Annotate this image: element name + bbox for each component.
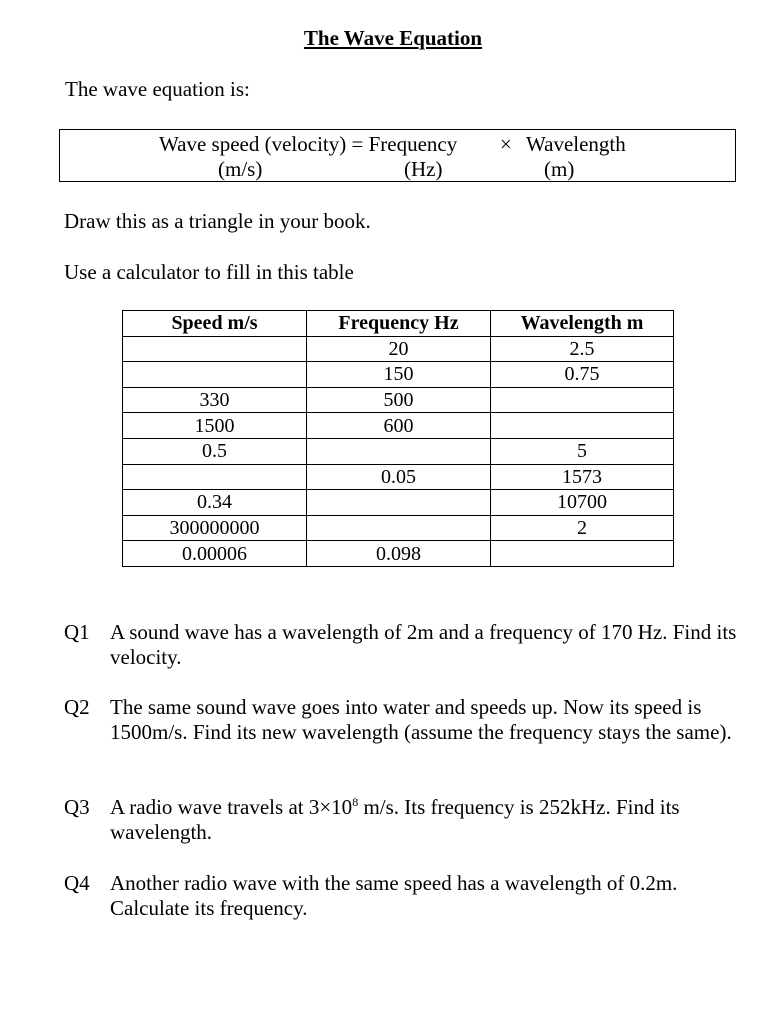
cell-frequency: [307, 515, 491, 541]
question-number: Q4: [64, 871, 90, 895]
table-header-row: [123, 311, 674, 337]
instruction-calc: Use a calculator to fill in this table: [64, 260, 354, 284]
cell-speed: 330: [123, 387, 307, 413]
cell-frequency: 0.05: [307, 464, 491, 490]
table-row: [123, 515, 674, 541]
question-text-start: A radio wave travels at 3×10: [110, 795, 353, 819]
question-text: Another radio wave with the same speed has a wavelength of 0.2m. Calculate its frequency.: [110, 871, 678, 920]
question-number: Q2: [64, 695, 90, 719]
instruction-draw: Draw this as a triangle in your book.: [64, 209, 371, 233]
table-row: [123, 362, 674, 388]
question-text: [110, 795, 760, 845]
cell-frequency: 20: [307, 336, 491, 362]
cell-wavelength: 1573: [491, 464, 674, 490]
cell-wavelength: [491, 387, 674, 413]
cell-wavelength: 2: [491, 515, 674, 541]
table-row: [123, 387, 674, 413]
cell-wavelength: 2.5: [491, 336, 674, 362]
cell-speed: 0.34: [123, 490, 307, 516]
table-row: [123, 541, 674, 567]
cell-frequency: [307, 490, 491, 516]
table-row: [123, 336, 674, 362]
cell-frequency: 600: [307, 413, 491, 439]
table-row: [123, 490, 674, 516]
header-wavelength: Wavelength m: [491, 311, 674, 337]
equation-box: [59, 129, 736, 182]
table-row: [123, 438, 674, 464]
cell-frequency: 500: [307, 387, 491, 413]
header-speed: Speed m/s: [123, 311, 307, 337]
cell-wavelength: [491, 541, 674, 567]
cell-wavelength: [491, 413, 674, 439]
cell-speed: 0.00006: [123, 541, 307, 567]
question-text-end: m/s. Its frequency is 252kHz. Find its wavelength.: [110, 795, 680, 844]
cell-wavelength: 0.75: [491, 362, 674, 388]
question-number: Q3: [64, 795, 90, 819]
exponent: 8: [352, 795, 359, 809]
cell-frequency: 150: [307, 362, 491, 388]
unit-wavelength: (m): [544, 157, 575, 181]
cell-speed: 0.5: [123, 438, 307, 464]
cell-speed: [123, 362, 307, 388]
unit-frequency: (Hz): [404, 157, 443, 181]
question-text: The same sound wave goes into water and speeds up. Now its speed is 1500m/s. Find its new wavelength (assume the frequency stays the same).: [110, 695, 732, 744]
unit-speed: (m/s): [218, 157, 263, 181]
page-title: The Wave Equation: [303, 26, 483, 50]
cell-speed: 300000000: [123, 515, 307, 541]
question-text: A sound wave has a wavelength of 2m and a frequency of 170 Hz. Find its velocity.: [110, 620, 737, 669]
cell-speed: 1500: [123, 413, 307, 439]
cell-speed: [123, 464, 307, 490]
cell-frequency: [307, 438, 491, 464]
cell-speed: [123, 336, 307, 362]
intro-text: The wave equation is:: [65, 77, 250, 101]
equation-right: Wavelength: [526, 132, 626, 156]
table-row: [123, 413, 674, 439]
cell-wavelength: 5: [491, 438, 674, 464]
cell-frequency: 0.098: [307, 541, 491, 567]
times-symbol: ×: [500, 132, 512, 156]
question-number: Q1: [64, 620, 90, 644]
header-frequency: Frequency Hz: [307, 311, 491, 337]
wave-table: [122, 310, 674, 567]
cell-wavelength: 10700: [491, 490, 674, 516]
table-row: [123, 464, 674, 490]
equation-left: Wave speed (velocity) = Frequency: [159, 132, 458, 156]
